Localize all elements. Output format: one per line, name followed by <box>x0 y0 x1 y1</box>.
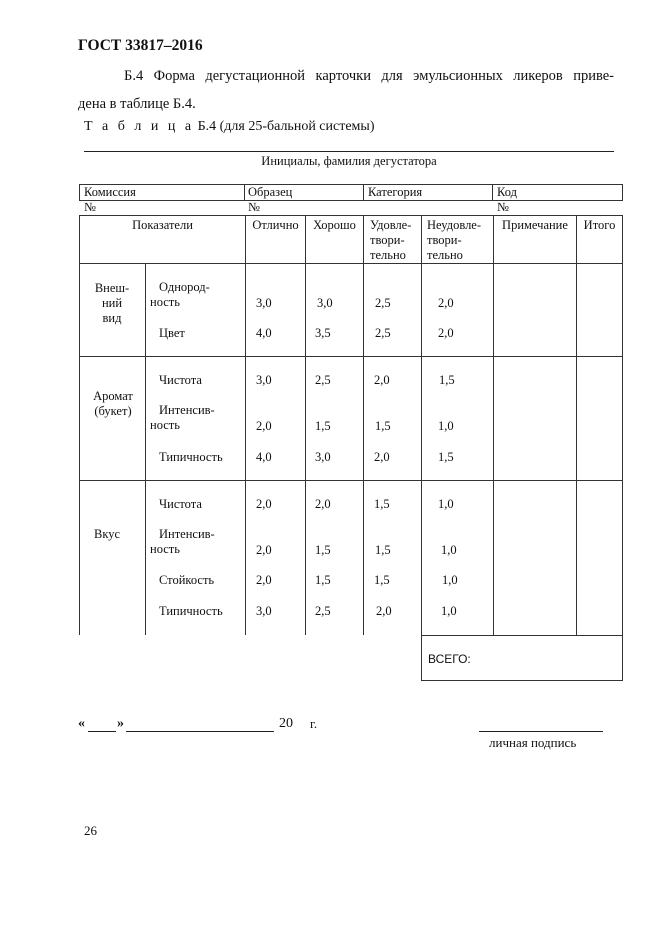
header-unsatisfactory-line: твори- <box>427 233 462 247</box>
group-name-taste: Вкус <box>94 527 121 541</box>
score-good: 3,5 <box>315 326 331 340</box>
header-satisfactory-line: твори- <box>370 233 405 247</box>
header-good: Хорошо <box>313 218 356 232</box>
header-unsatisfactory-line: тельно <box>427 248 463 262</box>
indicator-intensity <box>150 403 215 433</box>
score-unsatisfactory: 1,5 <box>438 450 454 464</box>
header-indicators: Показатели <box>132 218 193 232</box>
group-divider <box>79 480 623 481</box>
signature-line <box>479 731 603 732</box>
year-suffix: г. <box>310 716 318 731</box>
score-excellent: 3,0 <box>256 373 272 387</box>
header-unsatisfactory <box>427 218 481 263</box>
score-good: 2,0 <box>315 497 331 511</box>
score-unsatisfactory: 2,0 <box>438 326 454 340</box>
score-satisfactory: 2,5 <box>375 296 391 310</box>
score-unsatisfactory: 1,0 <box>441 604 457 618</box>
meta-divider <box>492 184 493 201</box>
intro-paragraph-line2: дена в таблице Б.4. <box>78 96 196 112</box>
intro-paragraph-line1: Б.4 Форма дегустационной карточки для эмульсионных ликеров приве- <box>124 68 614 84</box>
total-label: ВСЕГО: <box>428 652 471 666</box>
header-unsatisfactory-line: Неудовле- <box>427 218 482 232</box>
initials-rule <box>84 151 614 152</box>
year-prefix: 20 <box>279 716 293 731</box>
score-excellent: 2,0 <box>256 497 272 511</box>
day-blank <box>88 731 116 732</box>
score-good: 3,0 <box>315 450 331 464</box>
group-name-line: (букет) <box>94 404 132 418</box>
col-line <box>145 263 146 635</box>
col-line <box>622 215 623 681</box>
indicator-line: ность <box>150 542 180 556</box>
meta-divider <box>244 184 245 201</box>
indicator-purity: Чистота <box>159 373 202 387</box>
table-caption-text: Б.4 (для 25-бальной системы) <box>197 119 375 134</box>
category-field: Категория <box>368 185 423 199</box>
score-excellent: 2,0 <box>256 419 272 433</box>
commission-field: Комиссия № <box>84 185 136 214</box>
score-good: 1,5 <box>315 543 331 557</box>
col-line <box>363 215 364 635</box>
group-divider <box>79 356 623 357</box>
date-open-quote: « <box>78 716 85 731</box>
indicator-line: ность <box>150 295 180 309</box>
table-caption <box>84 119 375 135</box>
indicator-line: Интенсив- <box>159 527 215 541</box>
header-satisfactory-line: тельно <box>370 248 406 262</box>
group-name-appearance <box>80 281 144 326</box>
score-excellent: 4,0 <box>256 326 272 340</box>
header-note: Примечание <box>502 218 568 232</box>
header-total: Итого <box>583 218 616 232</box>
header-bottom-border <box>79 263 623 264</box>
score-excellent: 3,0 <box>256 604 272 618</box>
col-line <box>576 215 577 635</box>
score-unsatisfactory: 1,0 <box>438 419 454 433</box>
month-blank <box>126 731 274 732</box>
header-satisfactory <box>370 218 411 263</box>
score-satisfactory: 2,5 <box>375 326 391 340</box>
score-excellent: 4,0 <box>256 450 272 464</box>
standard-number: ГОСТ 33817–2016 <box>78 37 203 54</box>
date-close-quote: » <box>117 716 124 731</box>
meta-divider <box>79 184 80 201</box>
score-satisfactory: 1,5 <box>374 573 390 587</box>
col-line <box>79 215 80 635</box>
score-excellent: 2,0 <box>256 543 272 557</box>
header-satisfactory-line: Удовле- <box>370 218 412 232</box>
meta-bottom-border <box>79 200 623 201</box>
col-line <box>305 215 306 635</box>
page-number: 26 <box>84 823 97 838</box>
col-line <box>421 215 422 681</box>
score-satisfactory: 1,5 <box>375 419 391 433</box>
score-unsatisfactory: 1,0 <box>442 573 458 587</box>
score-excellent: 3,0 <box>256 296 272 310</box>
indicator-line: Интенсив- <box>159 403 215 417</box>
score-excellent: 2,0 <box>256 573 272 587</box>
score-unsatisfactory: 1,5 <box>439 373 455 387</box>
col-line <box>245 215 246 635</box>
score-unsatisfactory: 1,0 <box>438 497 454 511</box>
indicator-typicality: Типичность <box>159 450 223 464</box>
indicator-color: Цвет <box>159 326 185 340</box>
score-unsatisfactory: 2,0 <box>438 296 454 310</box>
score-satisfactory: 2,0 <box>374 373 390 387</box>
total-top-border <box>421 635 623 636</box>
indicator-purity: Чистота <box>159 497 202 511</box>
score-good: 3,0 <box>317 296 333 310</box>
indicator-uniformity <box>150 280 210 310</box>
score-good: 1,5 <box>315 573 331 587</box>
taster-initials-label: Инициалы, фамилия дегустатора <box>261 154 437 168</box>
group-name-line: вид <box>102 311 122 325</box>
meta-divider <box>622 184 623 201</box>
indicator-intensity <box>150 527 215 557</box>
meta-divider <box>363 184 364 201</box>
indicator-line: ность <box>150 418 180 432</box>
score-good: 2,5 <box>315 373 331 387</box>
score-good: 1,5 <box>315 419 331 433</box>
score-satisfactory: 2,0 <box>374 450 390 464</box>
indicator-persistence: Стойкость <box>159 573 215 587</box>
indicator-line: Однород- <box>159 280 210 294</box>
score-satisfactory: 2,0 <box>376 604 392 618</box>
group-name-line: Внеш- <box>94 281 130 295</box>
signature-label: личная подпись <box>489 735 577 750</box>
indicator-typicality: Типичность <box>159 604 223 618</box>
score-unsatisfactory: 1,0 <box>441 543 457 557</box>
meta-top-border <box>79 184 623 185</box>
total-bottom-border <box>421 680 623 681</box>
code-field: Код № <box>497 185 517 214</box>
score-good: 2,5 <box>315 604 331 618</box>
table-caption-label: Т а б л и ц а <box>84 119 195 134</box>
group-name-aroma <box>80 389 146 419</box>
score-satisfactory: 1,5 <box>375 543 391 557</box>
header-excellent: Отлично <box>252 218 299 232</box>
score-satisfactory: 1,5 <box>374 497 390 511</box>
group-name-line: Аромат <box>93 389 133 403</box>
col-line <box>493 215 494 635</box>
sample-field: Образец № <box>248 185 293 214</box>
group-name-line: ний <box>101 296 123 310</box>
table-top-border <box>79 215 623 216</box>
